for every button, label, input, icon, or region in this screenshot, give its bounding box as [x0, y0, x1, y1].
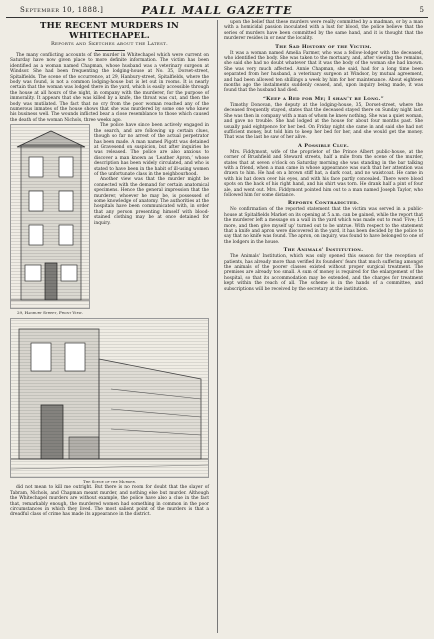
section-heading: The Animals' Institution.: [283, 247, 364, 254]
right-column: [224, 20, 423, 292]
page-number: 5: [419, 6, 424, 14]
paragraph: No confirmation of the reported statement that the victim was served in a public-house at Spitalfields Market on its opening at 5 a.m. can be gained, while the report that the murderer left a message on a wall in the yard which was made out to read ‘Five; 15 more, and then give myself up’ turned out to be untrue. With respect to the statement that a knife and apron were discovered in the yard, it has been decided by the police to say that no knife was found. The apron, on inquiry, was found to have belonged to one of the lodgers in the house.: [224, 207, 423, 245]
paragraph: upon the belief that these murders were really committed by a madman, or by a man with a homicidal passion inoculated with a lust for blood, the police believe that the series of murders have been committed by the same hand, and it is thought that the murderer resides in or near the locality.: [224, 20, 423, 42]
paragraph: It was a woman named Amelia Farmer, who was a fellow-lodger with the deceased, who identified the body. She was taken to the mortuary, and, after viewing the remains, she said she had no doubt whatever that it was the body of the woman she had known. She was very much affected. Annie Chapman, she said, had for a long time been separated from her husband, a veterinary surgeon at Windsor, by mutual agreement, and had been allowed ten shillings a week by him for her maintenance. About eighteen months ago the instalments suddenly ceased, and, upon inquiry being made, it was found that the husband had died.: [224, 50, 423, 94]
header-rule: [6, 17, 428, 18]
title-rule: [95, 50, 125, 51]
page-header: [6, 4, 428, 17]
figure-yard-caption: The Scene of the Murder.: [83, 479, 136, 485]
masthead: PALL MALL GAZETTE: [141, 4, 293, 17]
paragraph: Mrs. Fiddymont, wife of the proprietor of the Prince Albert public-house, at the corner of Brushfield and Steward streets, half a mile from the scene of the murder, states that at seven o'clock on Saturday morning she was standing in the bar talking with a friend, when a man came in whose appearance was such that her attention was drawn to him. He had on a brown stiff hat, a dark coat, and no waistcoat. He came in with his hat down over his eyes, and with his face partly concealed. There were blood spots on the back of his right hand, and his shirt was torn. He drank half a pint of four ale, and went out. Mrs. Fiddymont pointed him out to a man named Joseph Taylor, who followed him for some distance.: [224, 149, 423, 198]
figure-house: [10, 124, 90, 315]
left-column: [10, 20, 209, 518]
column-rule: [217, 20, 218, 633]
paragraph: Another view was that the murder might be connected with the demand for certain anatomical specimens. Hence the general impression that the murderer, whoever he may be, is possessed of some knowledge of anatomy. The authorities at the hospitals have been communicated with, in order that any person presenting himself with blood-stained clothing may be at once detained for inquiry.: [94, 177, 209, 226]
paragraph: The Animals' Institution, which was only opened this season for the reception of patients, has already more than verified its founders' fears that much suffering amongst the animals of the poorer classes existed without proper surgical treatment. The premises are already too small. A sum of money is required for the enlargement of the hospital, so that its accommodation may be extended, and the charges for treatment kept within the reach of all. The scheme is in the hands of a committee, and subscriptions will be received by the secretary at the institution.: [224, 254, 423, 292]
paragraph: did not mean to kill me outright. But there is no room for doubt that the slayer of Tabram, Nichols, and Chapman meant murder, and nothing else but murder. Although the Whitechapel murders are without example, the police have also a clue in the fact that, remarkably enough, the murdered women had something in common in the poor circumstances in which they lived. The most salient point of the murders is that a dreadful class of crime has made its appearance in the district.: [10, 485, 209, 518]
figure-yard: [10, 318, 209, 484]
figure-house-caption: 29, Hanbury Street, Front View.: [17, 310, 83, 316]
section-heading: A Possible Clue.: [297, 142, 350, 149]
section-heading: Reports Contradicted.: [287, 200, 360, 207]
paragraph: The police have since been actively engaged in the search, and are following up certain clues, though so far no arrest of the actual perpetrator has been made. A man named Pigott was detained at Gravesend on suspicion, but after inquiries he was released. The police are also anxious to discover a man known as ‘Leather Apron,’ whose description has been widely circulated, and who is stated to have been in the habit of ill-using women of the unfortunate class in the neighbourhood.: [94, 123, 209, 177]
article-subtitle: Reports and Sketches about the Latest.: [50, 41, 169, 47]
paragraph: The many conflicting accounts of the murder in Whitechapel which were current on Saturday have now given place to more definite information. The victim has been identified as a woman named Chapman, whose husband was a veterinary surgeon at Windsor. She had been frequenting the lodging-house at No. 35, Dorset-street, Spitalfields. The scene of the occurrence, at 29, Hanbury-street, Spitalfields, where the body was found, is not a common lodging-house but is let out in rooms. It is nearly certain that the woman was lodged there in the yard, which is easily accessible through the house at all hours of the night, in company with the murderer, for the purpose of immorality. It appears that she was killed by a knife, the throat was cut, and then the body was mutilated. The fact that no cry from the poor woman reached any of the numerous inmates of the house shows that she was murdered by some one who knew his business well. The wounds inflicted bear a close resemblance to those which caused the death of the woman Nichols, three weeks ago.: [10, 53, 209, 123]
section-heading: The Sad History of the Victim.: [275, 43, 372, 50]
issue-date: September 10, 1888.]: [20, 6, 104, 14]
article-title: THE RECENT MURDERS IN WHITECHAPEL.: [40, 21, 179, 41]
house-illustration: [10, 124, 90, 309]
paragraph: Timothy Donovan, the deputy at the lodging-house, 35, Dorset-street, where the deceased frequently stayed, states that the deceased stayed there on Sunday night last. She was then in company with a man of whom he knew nothing. She was a quiet woman, and gave no trouble. She had lodged at the house for about four months past. She usually paid eightpence for her bed. On Friday night she came in and said she had not sufficient money, but told him to keep her bed for her, and she would get the money. That was the last he saw of her alive.: [224, 102, 423, 141]
section-heading: “Keep a Bed for Me; I shan't be Long.”: [263, 95, 384, 102]
yard-illustration: [10, 318, 209, 478]
